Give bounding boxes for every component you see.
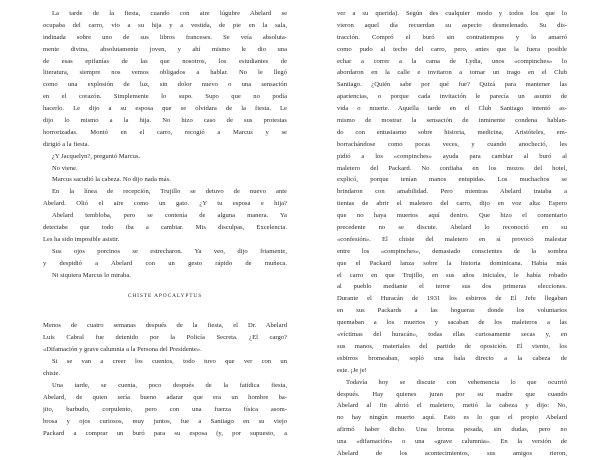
text-line: Abelard tembloba, pero se contenía de alguna manera. Ya: [52, 212, 287, 220]
section-text: [43, 320, 287, 439]
text-line: Todavía hoy se discute con vehemencia lo que ocurrió: [346, 378, 567, 386]
text-line: el carro en que Trujillo, en sus años iniciales, le había robado: [337, 271, 567, 279]
text-line: maletero del Packard. No confiaba en los mozos del hotel,: [337, 164, 567, 172]
text-line: que no haya muertos aquí dentro. Que hizo el comentario: [337, 212, 567, 220]
text-line: ver a su querida). Según des cualquier modo y todos los que lo: [337, 10, 567, 17]
left-page: [43, 8, 287, 439]
text-line: como pudo al techo del carro, pero, antes que la fuera posible: [337, 45, 567, 53]
text-line: detectabe que todo iba a cambiar. Mis disculpas, Excelencia.: [43, 224, 287, 232]
text-line: tientas de abrir el maletero del carro, dijo en voz alta: Espero: [337, 200, 567, 208]
text-line: Luis Cabral fue detenido por la Policía Secreta. ¿El cargo?: [43, 334, 287, 342]
text-line: apariencias, o porque cada invitación le parecía un asunto de: [337, 93, 567, 101]
text-line: ocupaba del carro, vio a su hija y a vestida, de pie en la sala,: [43, 21, 287, 29]
text-line: una «difamación» o una «grave calumnia». En la versión de: [337, 438, 567, 446]
text-line: y despidió a Abelard con un gesto rápido de muñeca.: [43, 259, 287, 267]
text-line: ¿Y Jacquelyn?, preguntó Marcus.: [52, 152, 141, 160]
text-line: Abelard de los acontecimientos, sus amigos rieron,: [337, 449, 567, 457]
text-line: Abelard. Olió el aire como un gato. ¿Y tu esposa e hija?: [43, 200, 287, 208]
text-line: precedente no se discute. Abelard lo reconoció en su: [337, 224, 567, 232]
text-line: literatura, siempre nos vemos obligados a hablar. No le llegó: [43, 69, 287, 77]
text-line: Abelard, de quien sería bueno adarar que era un hombre ba-: [43, 393, 287, 401]
text-line: hacerlo. Le dijo a su esposa que se olvidara de la fiesta. Le: [43, 105, 287, 113]
text-line: «confesión». El chiste del maletero en sí provocó malestar: [337, 235, 567, 243]
text-line: abordaron en la calle e invitaron a tomar un trago en el Club: [337, 69, 567, 77]
text-line: que el Packard lanza sobre la historia dominicana. Había más: [337, 259, 567, 267]
text-line: afirmó haber dicho. Una broma pesada, sin dudas, pero no: [337, 426, 567, 434]
text-line: En la línea de recepción, Trujillo se detuvo de nuevo ante: [52, 188, 287, 196]
text-line: vieron aquel día recuerdan su aspecto desmelenado. Su dis-: [337, 21, 567, 29]
text-line: tracción. Compró el buró sin contratiempos y lo amarró: [337, 33, 567, 41]
text-line: explicó, porque tenían manos entupidas. Los muchachos se: [337, 176, 567, 184]
text-line: do con entusiasmo sobre historia, medicina, Aristóteles, em-: [337, 128, 567, 136]
text-line: esbirros bromeaban, sopló una bala directo a la cabeza de: [337, 354, 567, 362]
text-line: Una tarde, se cuenta, poco después de la fatídica fiesta,: [52, 381, 287, 389]
text-line: Les ha sido imposible asistir.: [43, 235, 120, 243]
text-line: no hay ningún muerto aquí. Esto es lo que el propio Abelard: [337, 414, 567, 422]
text-line: como una explosión de luz, sin dolor nuevo o una sensación: [43, 81, 287, 89]
text-line: dijo lo mismo a la hija. No hizo caso de sus protestas: [43, 117, 287, 125]
text-line: Si se van a creer los cuentos, todo tuvo que ver con un: [52, 358, 287, 366]
text-line: borrachándose como pocas veces, y cuando anocheció, les: [337, 140, 567, 148]
text-line: brindaron con amabilidad. Pero mientras Abelard trataba a: [337, 188, 567, 196]
text-line: No viene.: [52, 164, 78, 172]
text-line: brosa y ojos curiosos, muy juntos, fue a Santiago en su viejo: [43, 417, 287, 425]
text-line: entre los «compinches», demasiado conscientes de la sombra: [337, 247, 567, 255]
text-line: Menos de cuatro semanas después de la fiesta, el Dr. Abelard: [43, 322, 287, 330]
left-page-text: [43, 8, 287, 281]
text-line: horrorizadas. Montó en el carro, recogió a Marcus y se: [43, 128, 287, 136]
text-line: sus manos, materiales del partido de oposición. El viento, los: [337, 342, 567, 350]
text-line: Abelard al fin abrió el maletero, metió la cabeza y dijo: No,: [337, 402, 567, 410]
text-line: después. Hay quienes juran por su madre que cuando: [337, 390, 567, 398]
text-line: «víctimas del huracán», todas ellas curiosamente secas y, en: [337, 331, 567, 339]
section-heading: CHISTE APOCALYPTUS: [127, 293, 203, 300]
text-line: mente divina, absolutamente joven, y ahí mismo le dio una: [43, 45, 287, 53]
text-line: pidió a los «compinches» ayuda para cambiar al buró al: [337, 152, 567, 160]
text-line: Packard a comprar un buró para su esposa (y, por supuesto, a: [43, 429, 287, 437]
text-line: La tarde de la fiesta, cuando con aire lúgubre Abelard se: [52, 10, 287, 17]
text-line: indinada sobre uno de sus libros franceses. Se veía absoluta-: [43, 33, 287, 41]
text-line: Durante el Huracán de 1931 los esbirros de El Jefe llegaban: [337, 295, 567, 303]
text-line: mismo de mostrar la sensación de inminente condena hablan-: [337, 117, 567, 125]
text-line: al pueblo mediante el terror sus dos primeras elecciones.: [337, 283, 567, 291]
text-line: chiste.: [43, 370, 61, 378]
text-line: de esas epifanías de las que nosotros, los estudiantes de: [43, 57, 287, 65]
text-line: quemaban a los muertos y sacaban de los maleteros a las: [337, 319, 567, 327]
text-line: vida o muerte. Aquella tarde en el Club Santiago intentó as-: [337, 105, 567, 113]
text-line: jito, barbudo, corpulento, pero con una fuerza física asom-: [43, 405, 287, 413]
text-line: Sus ojos porcinos se estrecharon. Ya veo, dijo friamente,: [52, 247, 287, 255]
right-page: [337, 8, 567, 460]
text-line: Marcus sacudió la cabeza. No dijo nada más.: [52, 176, 171, 184]
text-line: en el corazón. Simplemente lo supo. Supo que no podía: [43, 93, 287, 101]
text-line: echar a correr a la cama de Lydia, unos «compinches» lo: [337, 57, 567, 65]
right-page-text: [337, 8, 567, 460]
text-line: en sus Packards a las hogueras donde los voluntarios: [337, 307, 567, 315]
text-line: dirigió a la fiesta.: [43, 140, 90, 148]
text-line: Ni siquiera Marcus lo miraba.: [52, 271, 131, 279]
text-line: Santiago. ¿Quién sabe por qué fue? Quizá para mantener las: [337, 81, 567, 89]
text-line: «Difamación y grave calumnia a la Persona del Presidente».: [43, 346, 202, 354]
text-line: este. ¡Je je!: [337, 366, 367, 374]
